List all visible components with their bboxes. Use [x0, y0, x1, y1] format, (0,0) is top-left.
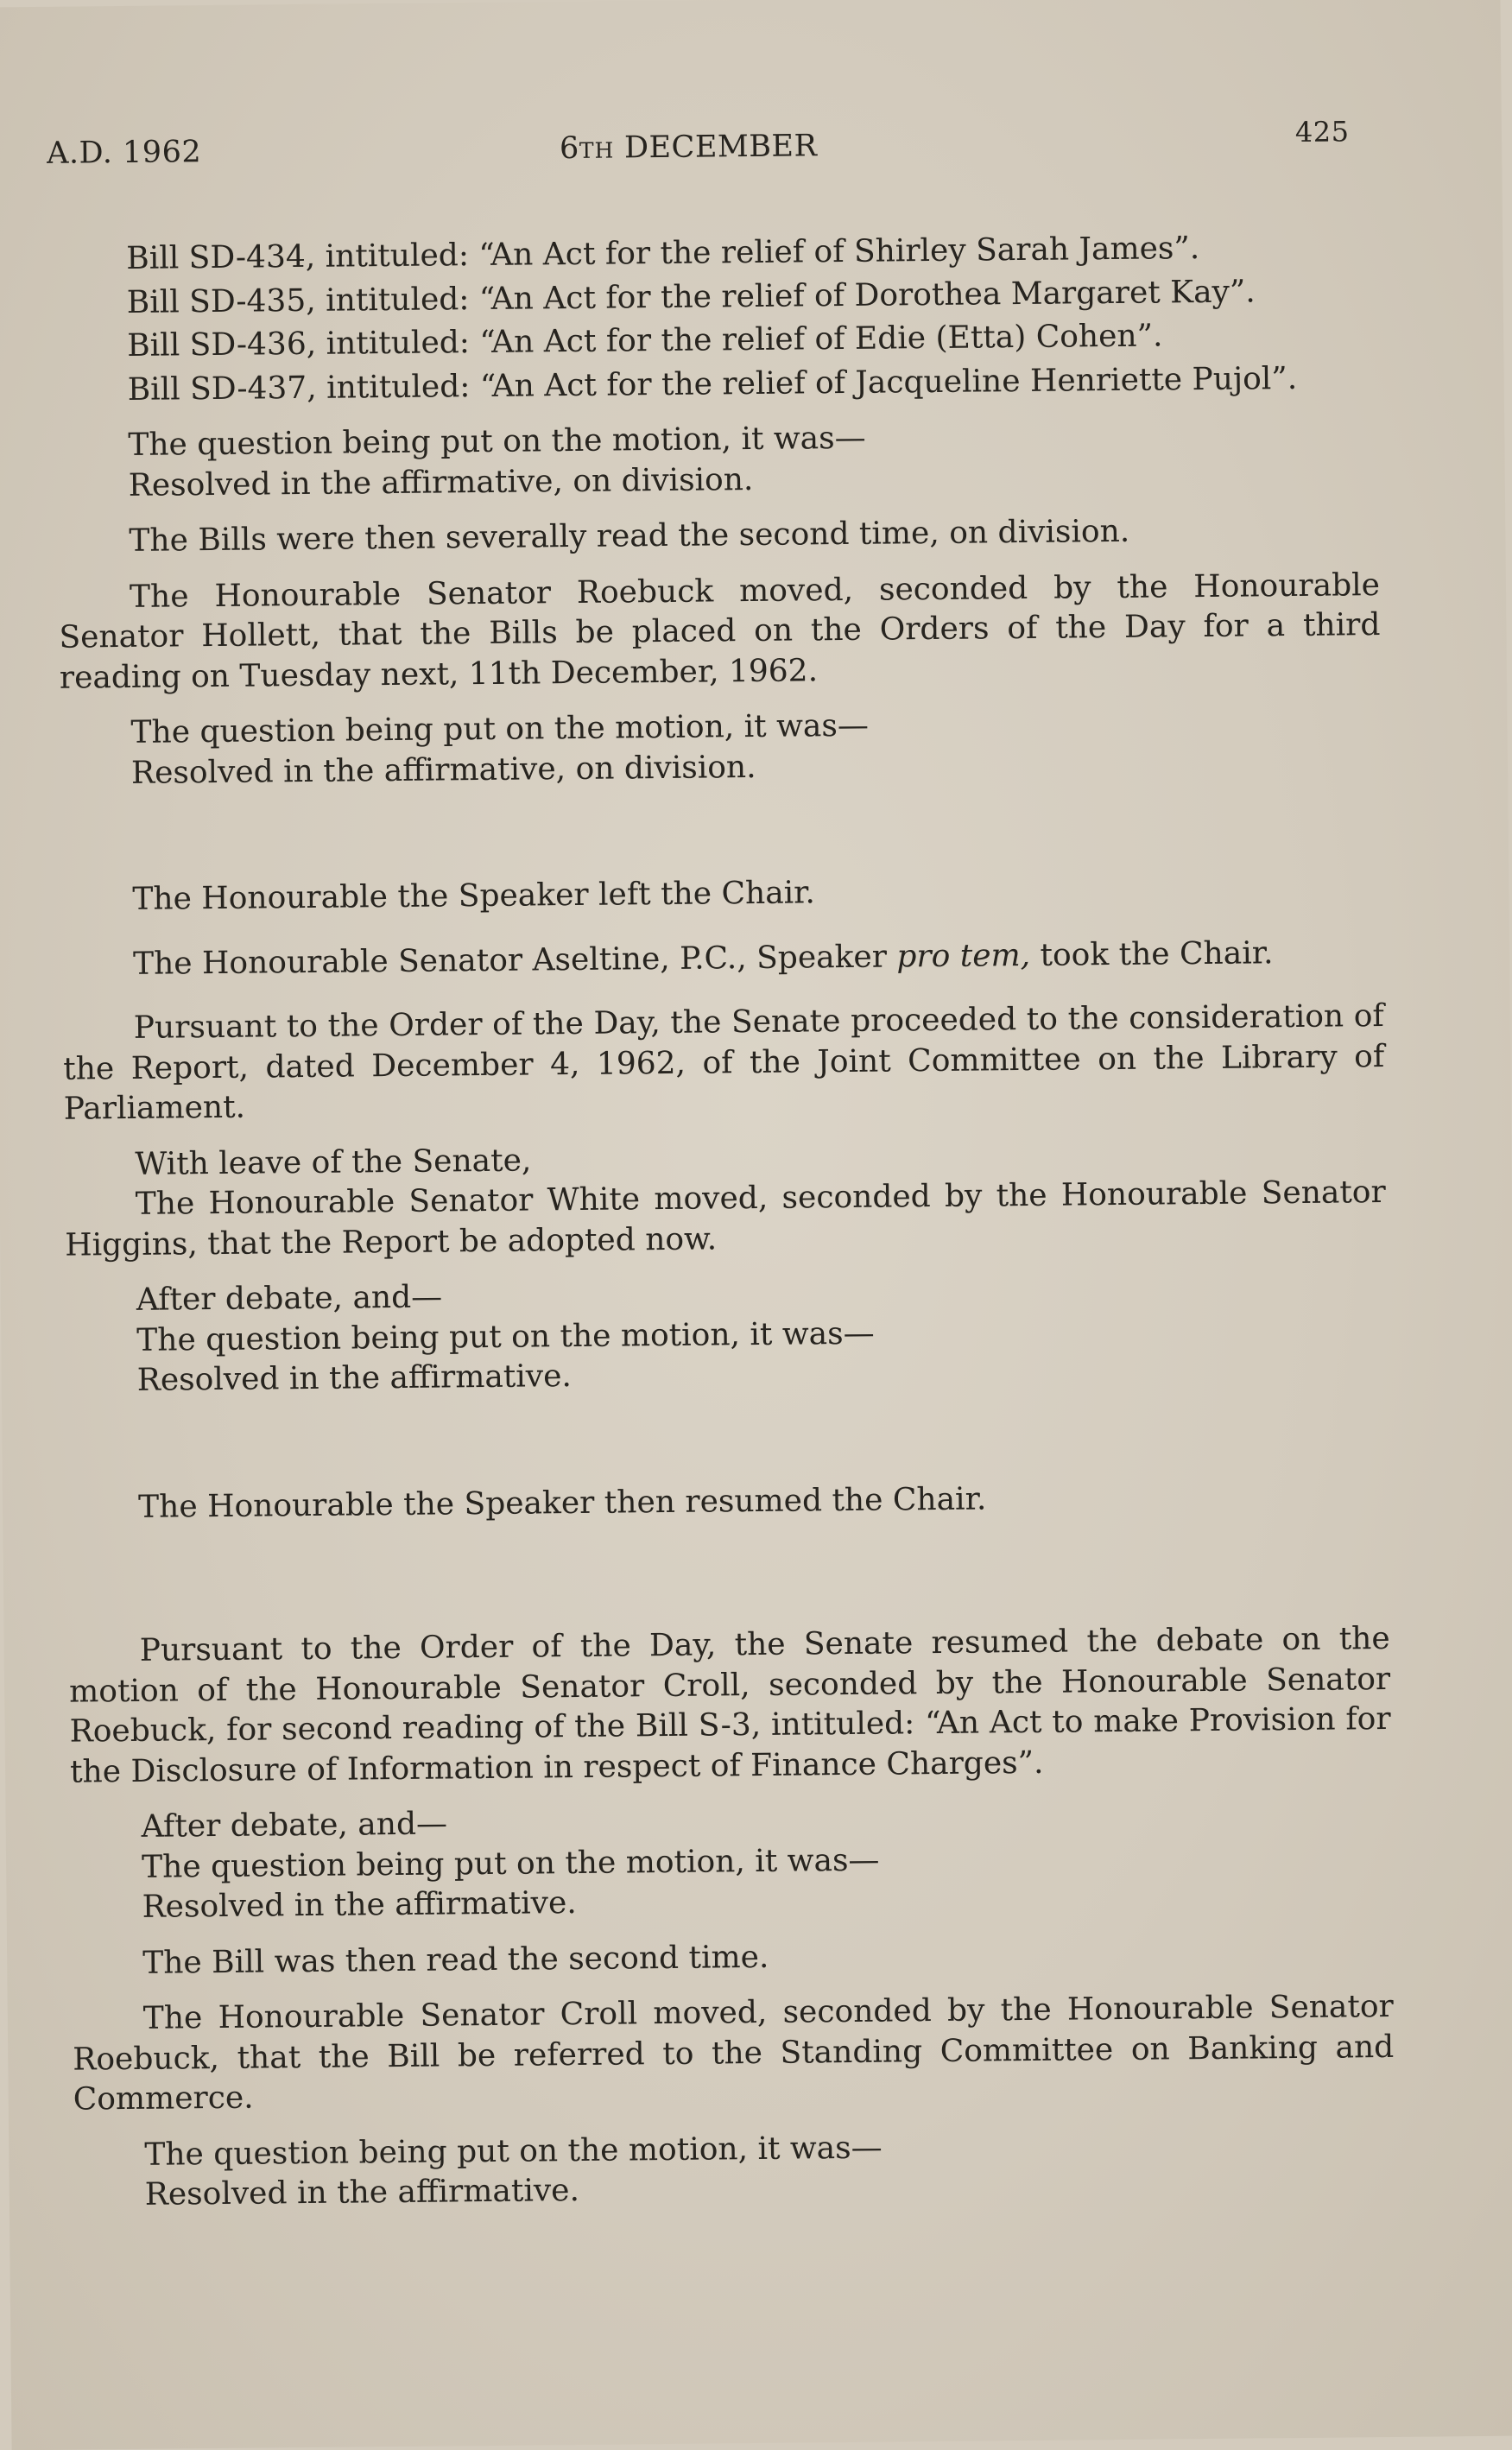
bill-title: “An Act for the relief of Shirley Sarah James”.	[478, 231, 1200, 274]
bill-id: Bill SD-436, intituled:	[127, 325, 471, 364]
bill-entry	[57, 358, 1378, 411]
second-reading-line: The Bills were then severally read the second time, on division.	[129, 513, 1130, 559]
bill-id: Bill SD-434, intituled:	[126, 237, 470, 276]
aseltine-text-end: took the Chair.	[1029, 934, 1274, 973]
question-line: The question being put on the motion, it was—	[136, 1315, 875, 1358]
header-year: A.D. 1962	[46, 135, 202, 171]
header-date-month: DECEMBER	[623, 129, 818, 166]
page-body	[55, 227, 1395, 2216]
aseltine-text-start: The Honourable Senator Aseltine, P.C., Speaker	[132, 938, 897, 982]
header-date-suffix: TH	[579, 137, 615, 163]
croll-debate: Pursuant to the Order of the Day, the Senate resumed the debate on the motion of the Honourable Senator Croll, seconded by the Honourable Senator Roebuck, for second reading of the Bill S-3, intituled: “An Act to make Provision for the Disclosure of Information in respect of Finance Charges”.	[68, 1620, 1391, 1790]
question-line: The question being put on the motion, it was—	[128, 420, 866, 463]
read-second-line: The Bill was then read the second time.	[142, 1939, 769, 1981]
question-line: The question being put on the motion, it was—	[144, 2130, 883, 2173]
aseltine-chair-line	[62, 933, 1383, 985]
resolution-line: Resolved in the affirmative.	[144, 2173, 580, 2213]
speaker-left-line: The Honourable the Speaker left the Chair.	[132, 875, 816, 917]
leave-line: With leave of the Senate,	[135, 1142, 532, 1182]
after-debate-line: After debate, and—	[141, 1806, 448, 1845]
question-line: The question being put on the motion, it was—	[130, 707, 870, 750]
bill-id: Bill SD-437, intituled:	[127, 368, 471, 408]
pro-tem-italic: pro tem,	[896, 937, 1031, 974]
report-consideration: Pursuant to the Order of the Day, the Senate proceeded to the consideration of the Report, dated December 4, 1962, of the Joint Committee on the Library of Parliament.	[63, 998, 1385, 1127]
bill-title: “An Act for the relief of Jacqueline Henriette Pujol”.	[479, 360, 1298, 404]
header-date-number: 6	[559, 130, 580, 167]
bill-id: Bill SD-435, intituled:	[126, 281, 470, 320]
question-line: The question being put on the motion, it was—	[141, 1842, 880, 1885]
resolution-line: Resolved in the affirmative, on division.	[128, 461, 754, 503]
resolution-line: Resolved in the affirmative.	[142, 1885, 577, 1925]
after-debate-line: After debate, and—	[136, 1279, 443, 1318]
header-date	[560, 129, 818, 166]
resolution-line: Resolved in the affirmative.	[136, 1358, 573, 1398]
bill-title: “An Act for the relief of Edie (Etta) Cohen”.	[479, 318, 1163, 361]
resolution-line: Resolved in the affirmative, on division.	[130, 749, 756, 791]
roebuck-motion: The Honourable Senator Roebuck moved, seconded by the Honourable Senator Hollett, that the Bills be placed on the Orders of the Day for a third reading on Tuesday next, 11th December, 1962.	[59, 567, 1381, 696]
croll-referral-motion: The Honourable Senator Croll moved, seconded by the Honourable Senator Roebuck, that the Bill be referred to the Standing Committee on Banking and Commerce.	[73, 1988, 1395, 2118]
white-motion: The Honourable Senator White moved, seconded by the Honourable Senator Higgins, that the Report be adopted now.	[65, 1174, 1386, 1263]
page-number: 425	[1294, 115, 1350, 149]
bill-title: “An Act for the relief of Dorothea Margaret Kay”.	[478, 273, 1256, 317]
speaker-resumed-line: The Honourable the Speaker then resumed the Chair.	[137, 1480, 987, 1525]
